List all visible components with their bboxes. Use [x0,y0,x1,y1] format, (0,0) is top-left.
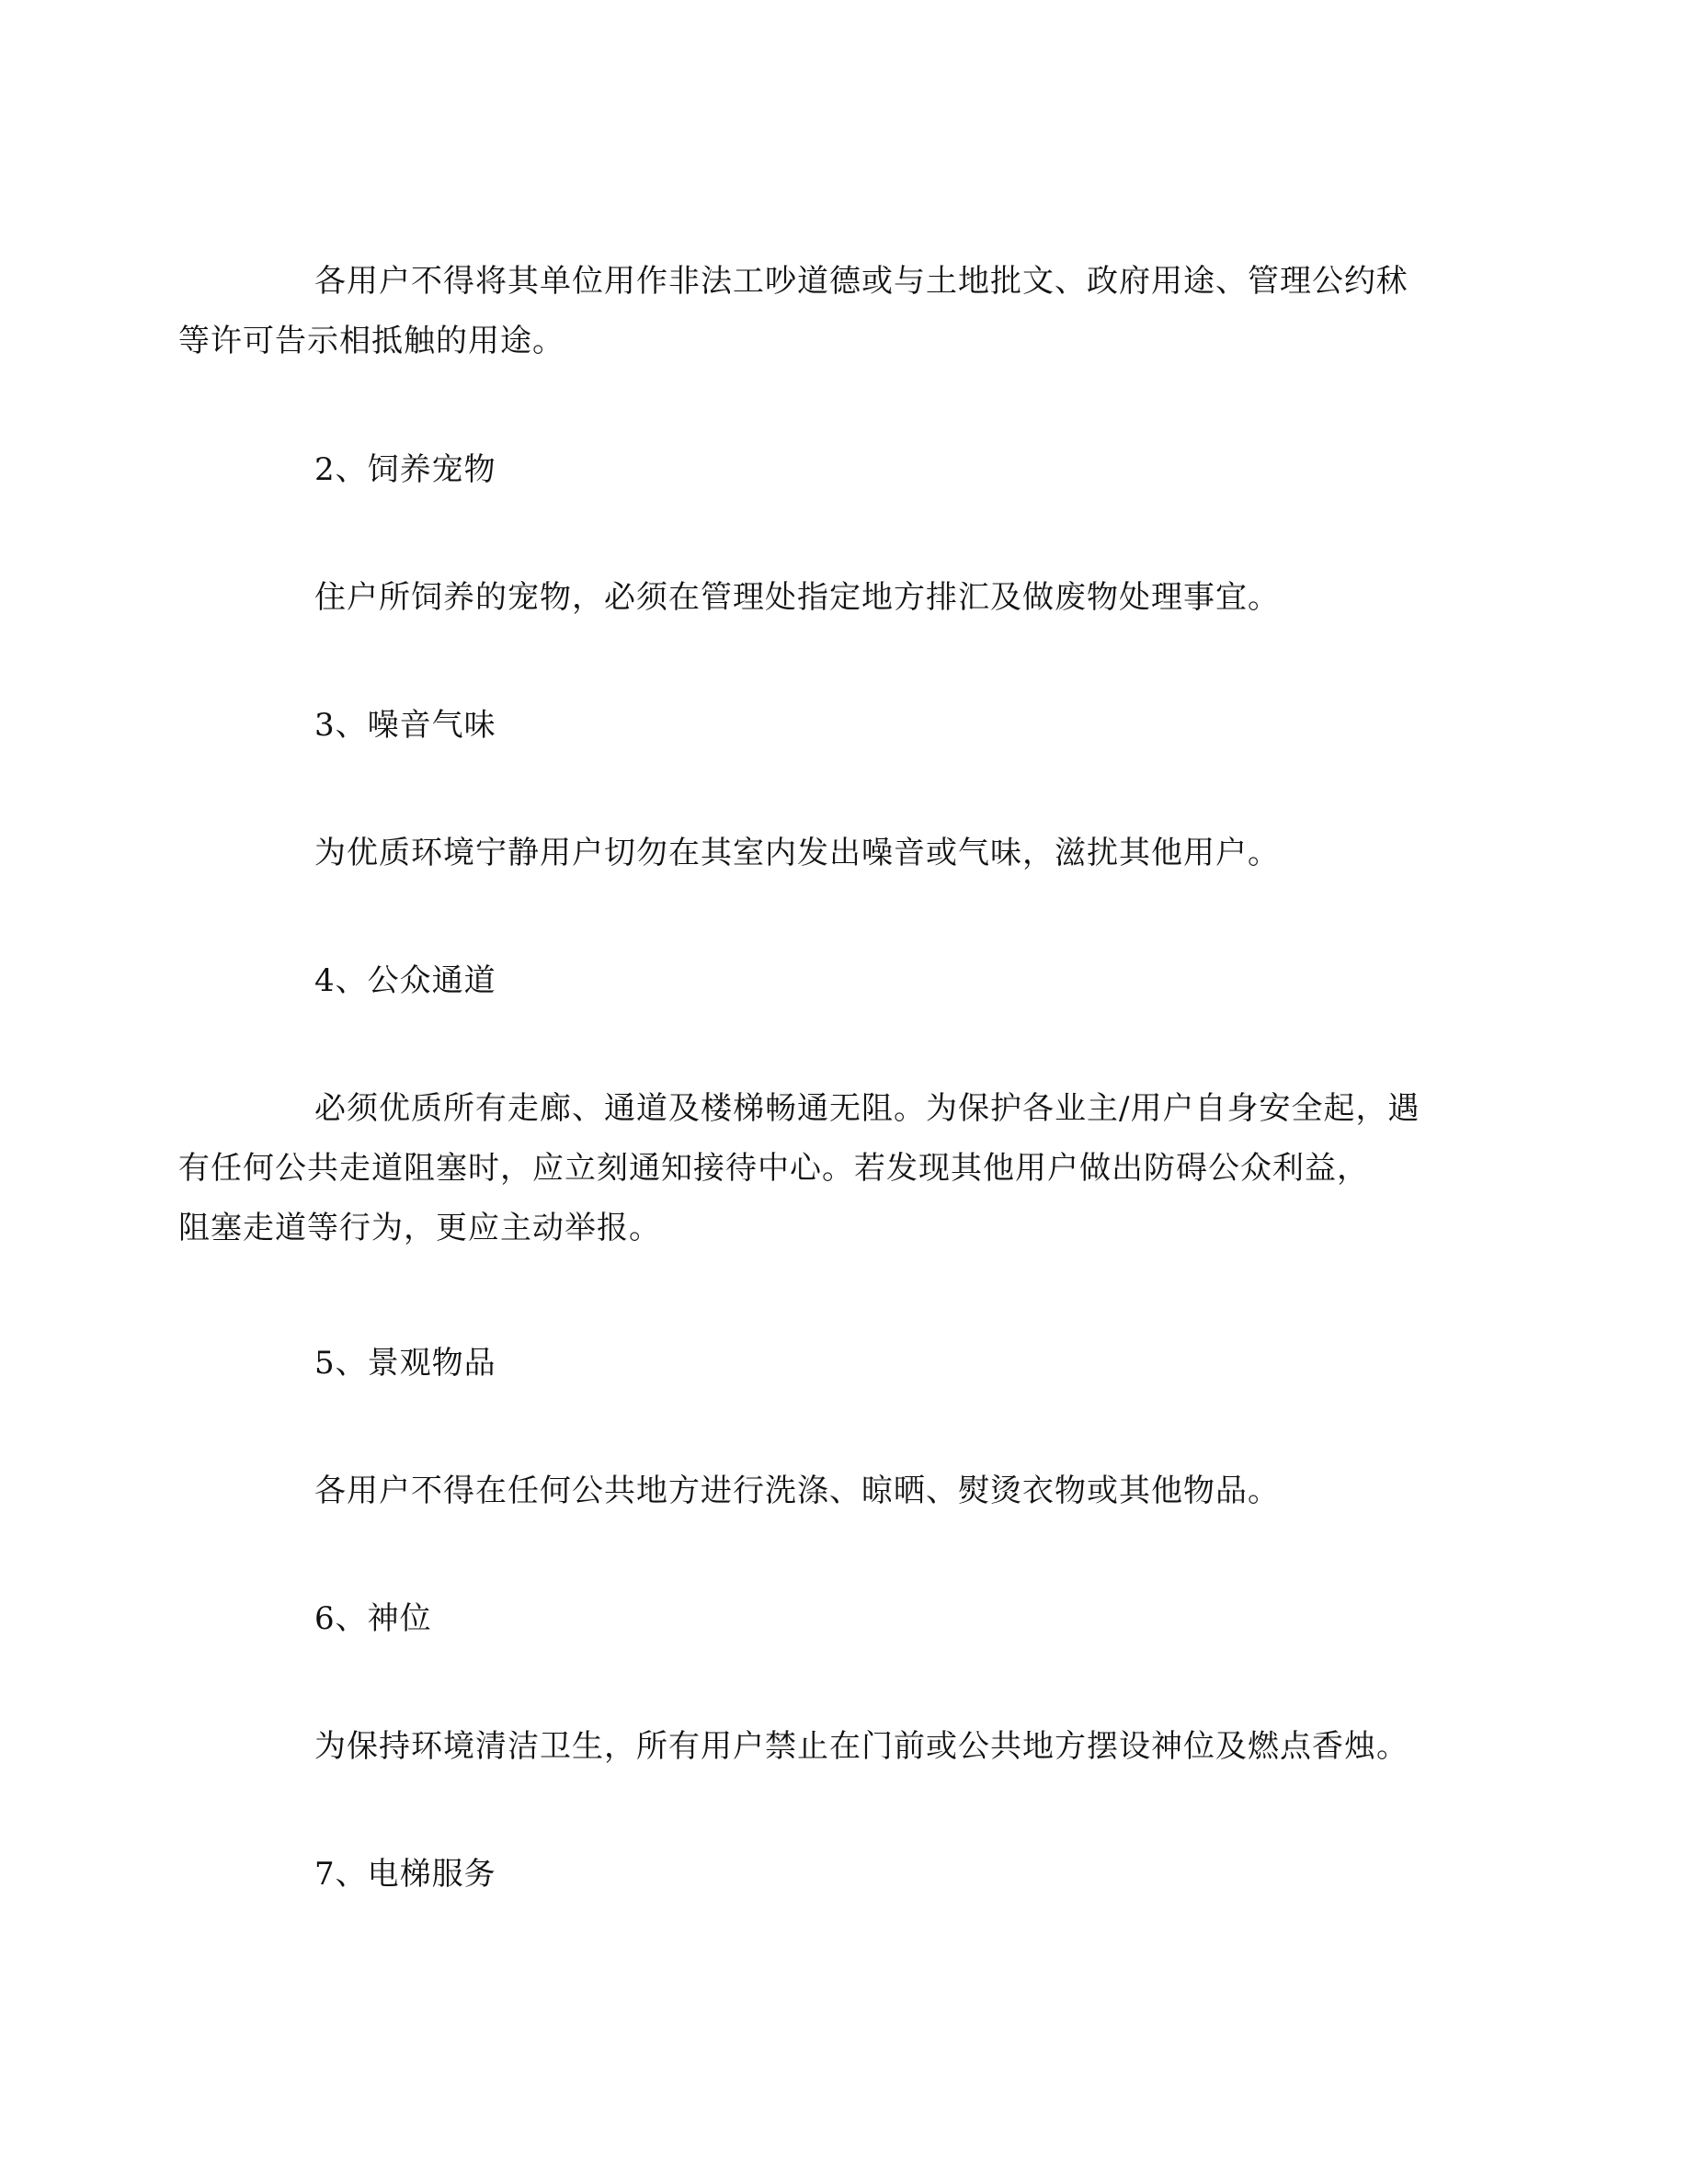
paragraph-passage-line-3: 阻塞走道等行为，更应主动举报。 [178,1210,661,1246]
paragraph-usage-line-1: 各用户不得将其单位用作非法工吵道德或与土地批文、政府用途、管理公约秫 [314,263,1409,300]
paragraph-passage-line-2: 有任何公共走道阻塞时，应立刻通知接待中心。若发现其他用户做出防碍公众利益， [178,1150,1369,1187]
paragraph-landscape: 各用户不得在任何公共地方进行洗涤、晾晒、熨烫衣物或其他物品。 [314,1473,1280,1509]
heading-passage: 4、公众通道 [314,962,496,999]
heading-pets: 2、饲养宠物 [314,451,496,488]
paragraph-pets: 住户所饲养的宠物，必须在管理处指定地方排汇及做废物处理事宜。 [314,579,1280,616]
paragraph-passage-line-1: 必须优质所有走廊、通道及楼梯畅通无阻。为保护各业主/用户自身安全起，遇 [314,1090,1420,1127]
heading-landscape: 5、景观物品 [314,1345,496,1382]
paragraph-passage [178,1079,1442,1258]
paragraph-noise: 为优质环境宁静用户切勿在其室内发出噪音或气味，滋扰其他用户。 [314,835,1280,871]
paragraph-shrine: 为保持环境清洁卫生，所有用户禁止在门前或公共地方摆设神位及燃点香烛。 [314,1728,1409,1765]
heading-noise: 3、噪音气味 [314,707,496,744]
paragraph-usage [178,252,1442,371]
heading-elevator: 7、电梯服务 [314,1856,496,1893]
paragraph-usage-line-2: 等许可告示相抵触的用途。 [178,323,565,359]
heading-shrine: 6、神位 [314,1600,432,1637]
